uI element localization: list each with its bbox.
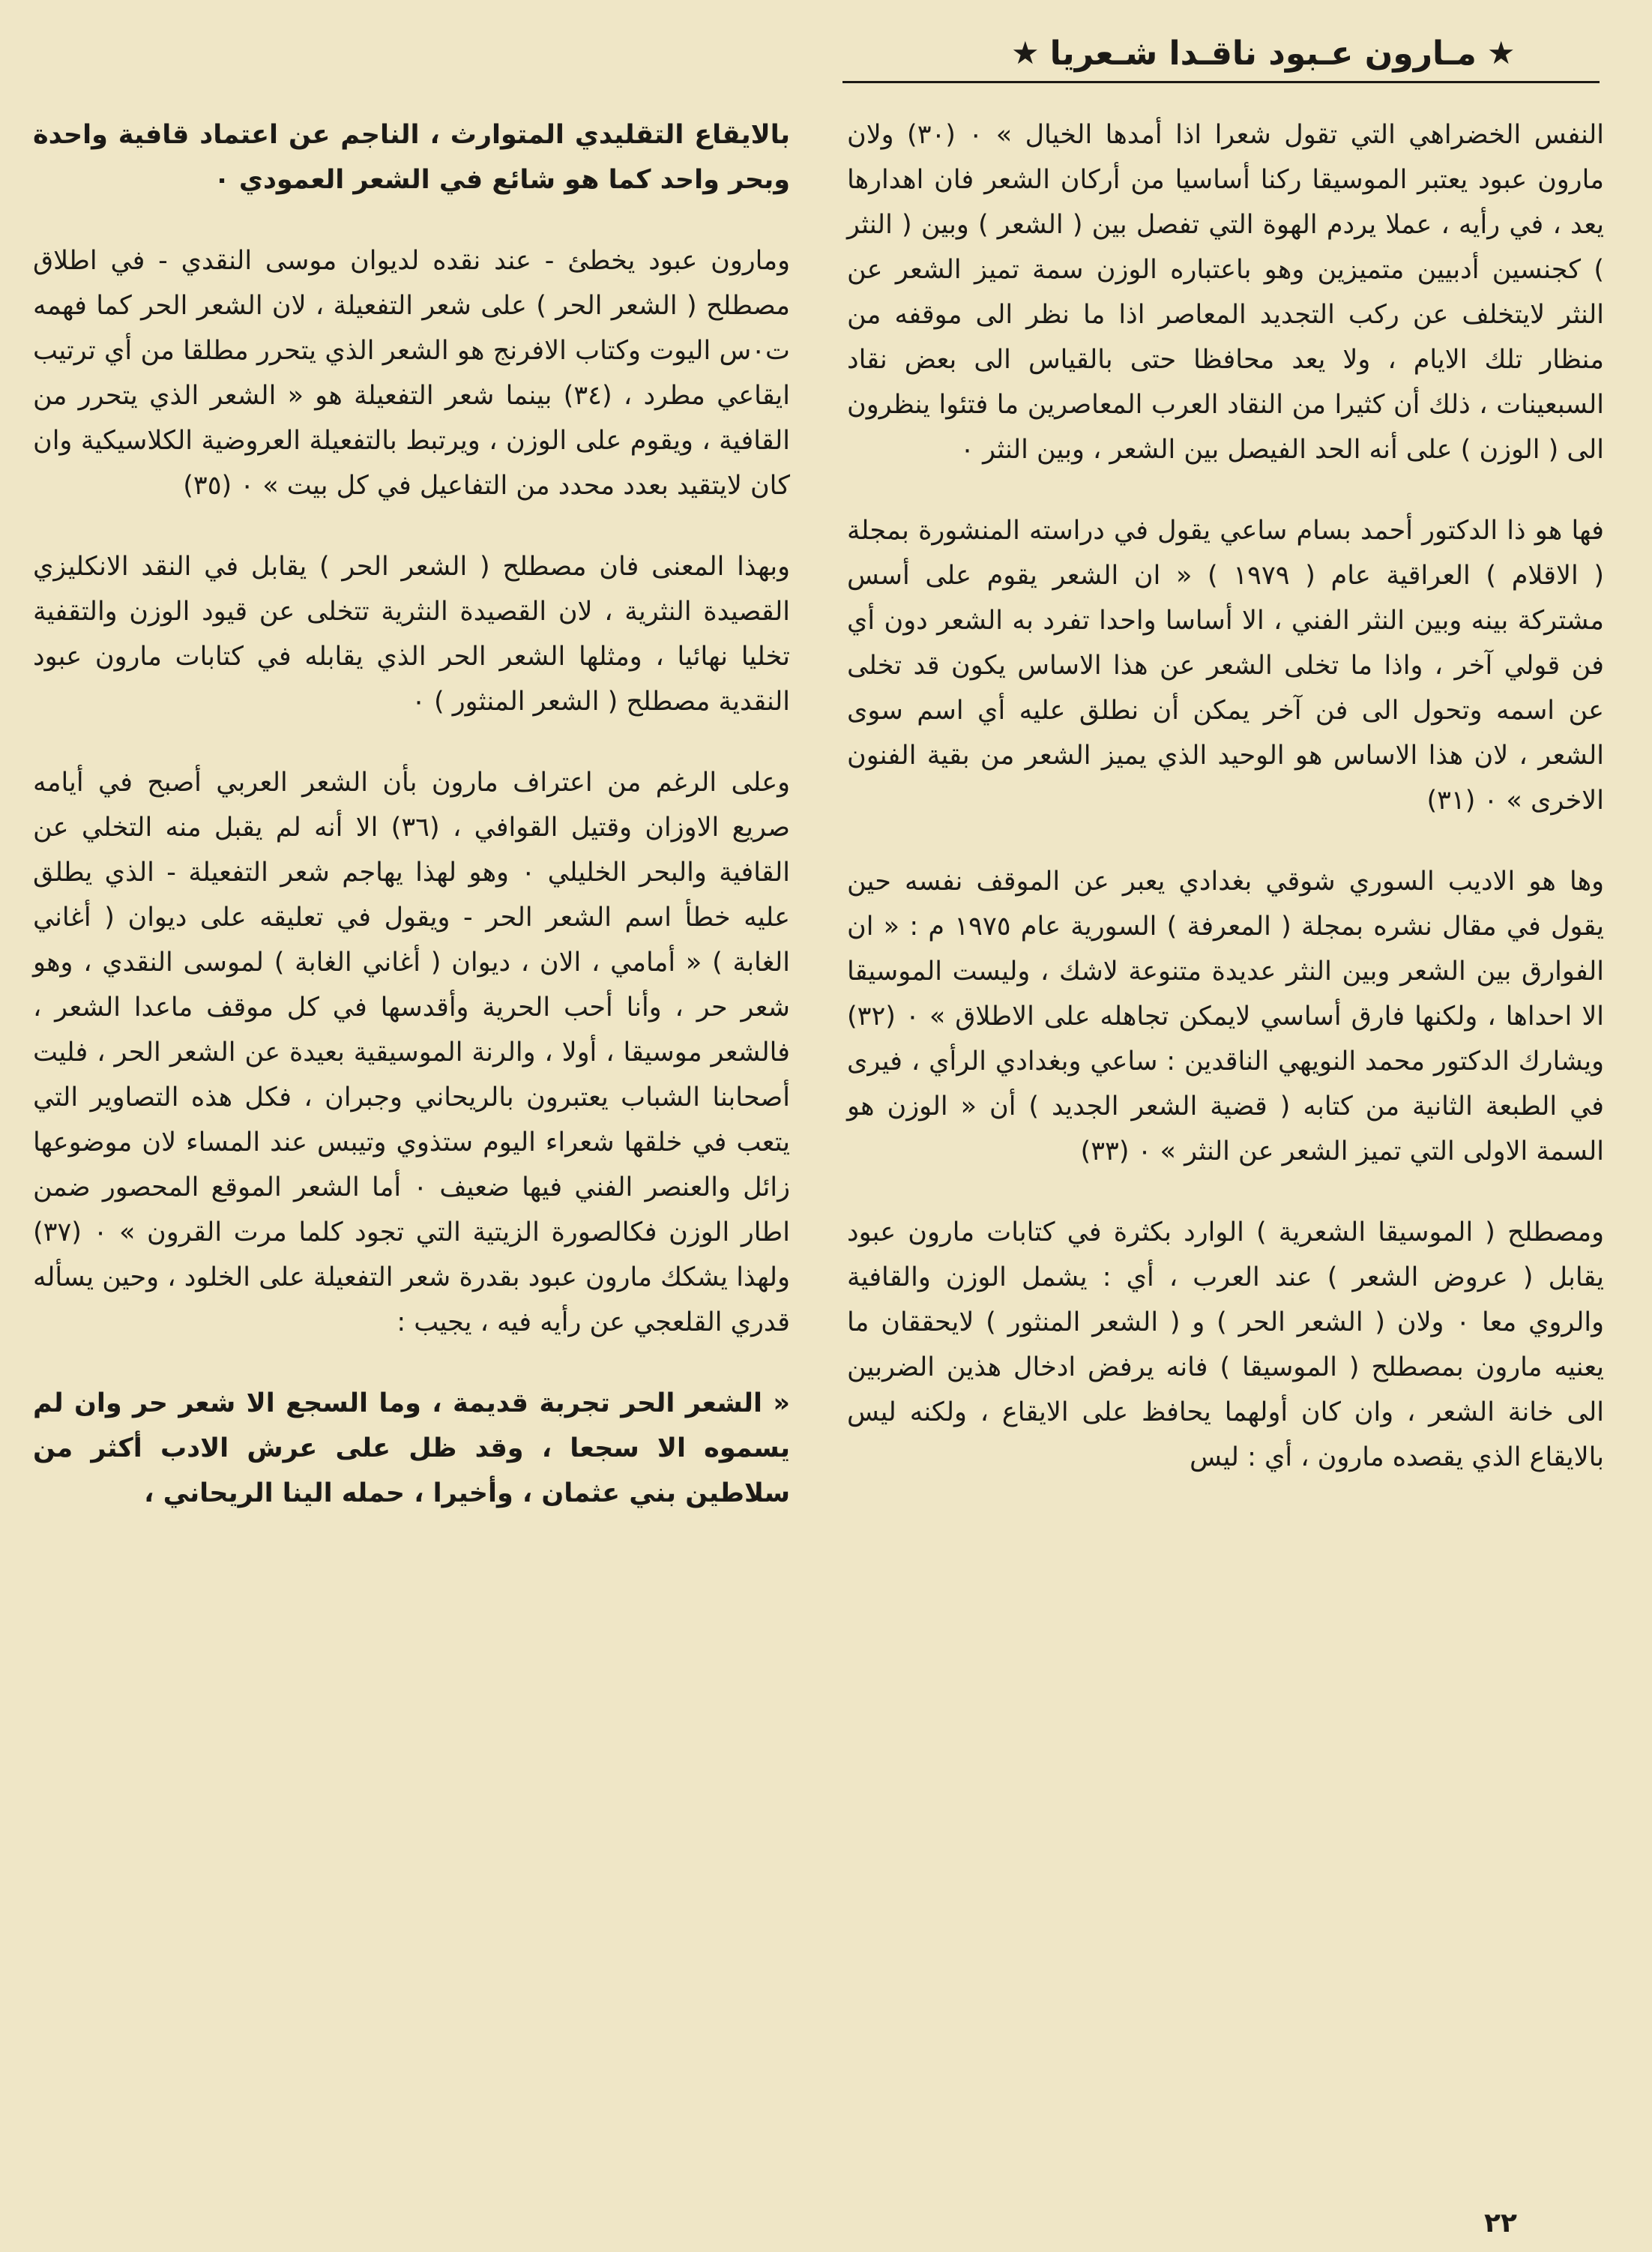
left-column — [33, 112, 790, 2159]
paragraph: وبهذا المعنى فان مصطلح ( الشعر الحر ) يقابل في النقد الانكليزي القصيدة النثرية ، لان القصيدة النثرية تتخلى عن قيود الوزن والتقفية تخليا نهائيا ، ومثلها الشعر الحر الذي يقابله في كتابات مارون عبود النقدية مصطلح ( الشعر المنثور ) ٠ — [33, 552, 790, 717]
running-header — [1011, 30, 1581, 76]
paragraph: ومصطلح ( الموسيقا الشعرية ) الوارد بكثرة في كتابات مارون عبود يقابل ( عروض الشعر ) عند العرب ، أي : يشمل الوزن والقافية والروي معا ٠ ولان ( الشعر الحر ) و ( الشعر المنثور ) لايحققان ما يعنيه مارون بمصطلح ( الموسيقا ) فانه يرفض ادخال هذين الضربين الى خانة الشعر ، وان كان أولهما يحافظ على الايقاع ، ولكنه ليس بالايقاع الذي يقصده مارون ، أي : ليس — [847, 1217, 1605, 1472]
paragraph: ومارون عبود يخطئ - عند نقده لديوان موسى النقدي - في اطلاق مصطلح ( الشعر الحر ) على شعر التفعيلة ، لان الشعر الحر كما فهمه ت٠س اليوت وكتاب الافرنج هو الشعر الذي يتحرر مطلقا من أي ترتيب ايقاعي مطرد ، (٣٤) بينما شعر التفعيلة هو « الشعر الذي يتحرر من القافية ، ويقوم على الوزن ، ويرتبط بالتفعيلة العروضية الكلاسيكية وان كان لايتقيد بعدد محدد من التفاعيل في كل بيت » ٠ (٣٥) — [33, 246, 790, 501]
paragraph: وها هو الاديب السوري شوقي بغدادي يعبر عن الموقف نفسه حين يقول في مقال نشره بمجلة ( المعرفة ) السورية عام ١٩٧٥ م : « ان الفوارق بين الشعر وبين النثر عديدة متنوعة لاشك ، وليست الموسيقا الا احداها ، ولكنها فارق أساسي لايمكن تجاهله على الاطلاق » ٠ (٣٢) ويشارك الدكتور محمد النويهي الناقدين : ساعي وبغدادي الرأي ، فيرى في الطبعة الثانية من كتابه ( قضية الشعر الجديد ) أن « الوزن هو السمة الاولى التي تميز الشعر عن النثر » ٠ (٣٣) — [847, 867, 1605, 1166]
star-icon: ★ — [1486, 34, 1516, 71]
quote-paragraph: « الشعر الحر تجربة قديمة ، وما السجع الا شعر حر وان لم يسموه الا سجعا ، وقد ظل على عرش الادب أكثر من سلاطين بني عثمان ، وأخيرا ، حمله الينا الريحاني ، — [33, 1388, 790, 1508]
right-column — [847, 112, 1604, 2159]
paragraph: فها هو ذا الدكتور أحمد بسام ساعي يقول في دراسته المنشورة بمجلة ( الاقلام ) العراقية عام ( ١٩٧٩ ) « ان الشعر يقوم على أسس مشتركة بينه وبين النثر الفني ، الا أساسا واحدا تفرد به الشعر دون أي فن قولي آخر ، واذا ما تخلى الشعر عن هذا الاساس يكون قد تخلى عن اسمه وتحول الى فن آخر يمكن أن نطلق عليه أي اسم سوى الشعر ، لان هذا الاساس هو الوحيد الذي يميز الشعر من بقية الفنون الاخرى » ٠ (٣١) — [847, 516, 1604, 816]
paragraph: بالايقاع التقليدي المتوارث ، الناجم عن اعتماد قافية واحدة وبحر واحد كما هو شائع في الشعر العمودي ٠ — [33, 120, 790, 195]
paragraph: وعلى الرغم من اعتراف مارون بأن الشعر العربي أصبح في أيامه صريع الاوزان وقتيل القوافي ، (٣٦) الا أنه لم يقبل منه التخلي عن القافية والبحر الخليلي ٠ وهو لهذا يهاجم شعر التفعيلة - الذي يطلق عليه خطأ اسم الشعر الحر - ويقول في تعليقه على ديوان ( أغاني الغابة ) « أمامي ، الان ، ديوان ( أغاني الغابة ) لموسى النقدي ، وهو شعر حر ، وأنا أحب الحرية وأقدسها في كل موقف ماعدا الشعر ، فالشعر موسيقا ، أولا ، والرنة الموسيقية بعيدة عن الشعر الحر ، فليت أصحابنا الشباب يعتبرون بالريحاني وجبران ، فكل هذه التصاوير التي يتعب في خلقها شعراء اليوم ستذوي وتيبس عند المساء لان موضوعها زائل والعنصر الفني فيها ضعيف ٠ أما الشعر الموقع المحصور ضمن اطار الوزن فكالصورة الزيتية التي تجود كلما مرت القرون » ٠ (٣٧) ولهذا يشكك مارون عبود بقدرة شعر التفعيلة على الخلود ، وحين يسأله قدري القلعجي عن رأيه فيه ، يجيب : — [33, 768, 790, 1337]
header-title: مـارون عـبود ناقـدا شـعريا — [1049, 34, 1477, 73]
paragraph: النفس الخضراهي التي تقول شعرا اذا أمدها الخيال » ٠ (٣٠) ولان مارون عبود يعتبر الموسيقا ركنا أساسيا من أركان الشعر فان اهدارها يعد ، في رأيه ، عملا يردم الهوة التي تفصل بين ( الشعر ) وبين ( النثر ) كجنسين أدبيين متميزين وهو باعتباره الوزن سمة تميز الشعر عن النثر لايتخلف عن ركب التجديد المعاصر اذا ما نظر الى موقفه من منظار تلك الايام ، ولا يعد محافظا حتى بالقياس الى بعض نقاد السبعينات ، ذلك أن كثيرا من النقاد العرب المعاصرين ما فتئوا ينظرون الى ( الوزن ) على أنه الحد الفيصل بين الشعر ، وبين النثر ٠ — [847, 120, 1605, 465]
header-rule — [842, 81, 1600, 83]
star-icon: ★ — [1011, 34, 1040, 71]
page-number: ٢٢ — [1484, 2208, 1517, 2239]
